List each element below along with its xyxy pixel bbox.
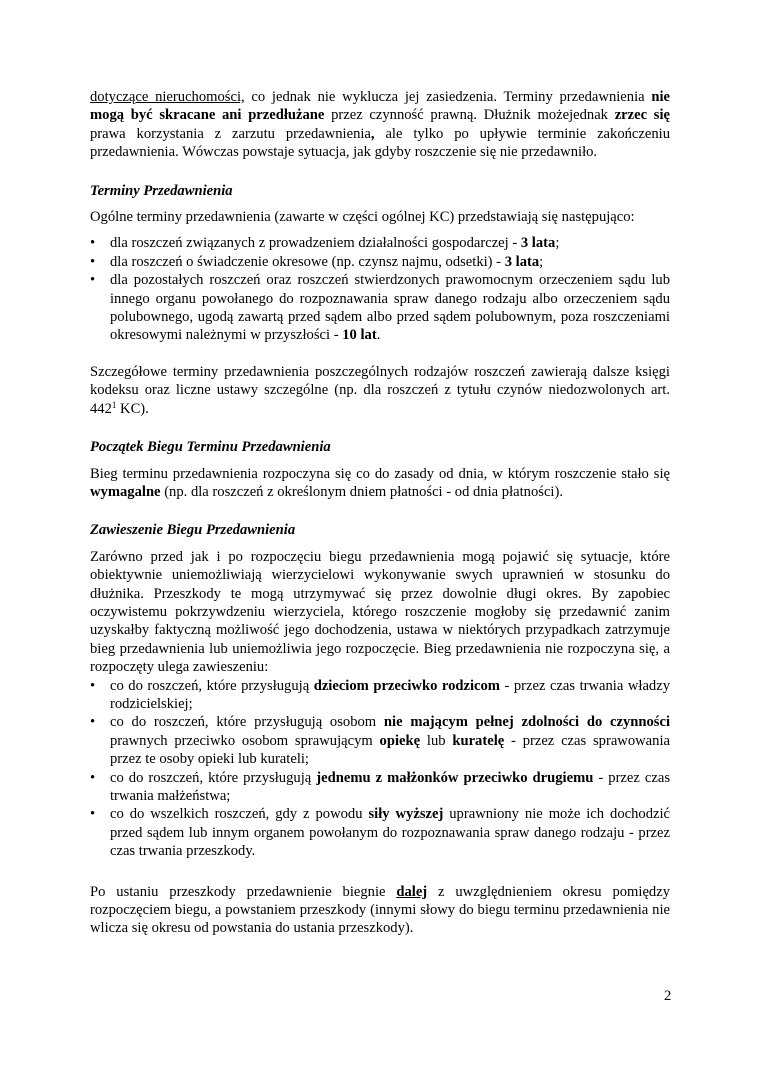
bold-text: wymagalne (90, 483, 161, 500)
text-run: przez czynność prawną. Dłużnik możejednak (324, 107, 615, 124)
paragraph-start (90, 465, 670, 502)
text-run: dla roszczeń o świadczenie okresowe (np. czynsz najmu, odsetki) - (110, 253, 505, 270)
underlined-text: dotyczące nieruchomości, (90, 89, 245, 105)
bold-text: jednemu z małżonków przeciwko drugiemu (316, 769, 594, 786)
text-run: co do roszczeń, które przysługują (110, 769, 317, 786)
text-run: Szczegółowe terminy przedawnienia poszczególnych rodzajów roszczeń zawierają dalsze księgi kodeksu oraz liczne ustawy szczególne (np. dla roszczeń z tytułu czynów niedozwolonych art. 442 (90, 363, 670, 417)
heading-zawieszenie: Zawieszenie Biegu Przedawnienia (90, 522, 296, 539)
heading-poczatek: Początek Biegu Terminu Przedawnienia (90, 439, 331, 456)
document-page (90, 88, 670, 938)
list-item (90, 271, 670, 345)
list-item (90, 677, 670, 714)
bold-underlined-text: dalej (396, 883, 428, 900)
text-run: uprawniony nie może ich dochodzić przed sądem lub innym organem powołanym do rozpoznawania spraw danego rodzaju - przez czas trwania przeszkody. (110, 806, 671, 860)
text-run: ; (555, 235, 560, 252)
list-item (90, 234, 670, 252)
text-run: prawnych przeciwko osobom sprawującym (110, 732, 380, 749)
page-number: 2 (664, 988, 672, 1004)
bold-text: zrzec się (614, 107, 670, 124)
bold-text: nie mającym pełnej zdolności do czynności (383, 714, 670, 731)
bold-text: 10 lat (342, 327, 377, 344)
text-run: - przez czas sprawowania przez te osoby opieki lub kurateli; (110, 732, 670, 768)
text-run: dla pozostałych roszczeń oraz roszczeń stwierdzonych prawomocnym orzeczeniem sądu lub innego organu powołanego do rozpoznawania spraw danego rodzaju albo orzeczeniem sądu polubownego, ugodą zawartą przed sądem albo przed sądem polubownym, poza roszczeniami okresowymi należnymi w przyszłości - (110, 272, 670, 344)
text-run: KC). (116, 400, 149, 417)
bold-text: opiekę (379, 732, 421, 749)
text-run: Bieg terminu przedawnienia rozpoczyna się co do zasady od dnia, w którym roszczenie stało się (90, 465, 670, 482)
bold-text: siły wyższej (368, 806, 444, 823)
text-run: . (376, 327, 381, 344)
bold-text: kuratelę (452, 732, 505, 749)
paragraph-suspension: Zarówno przed jak i po rozpoczęciu biegu przedawnienia mogą pojawić się sytuacje, które obiektywnie uniemożliwiają wierzycielowi wykonywanie swych uprawnień w stosunku do dłużnika. Przeszkody te mogą utrzymywać się przez dowolnie długi okres. By zapobiec oczywistemu pokrzywdzeniu wierzyciela, którego roszczenie mogłoby się przedawnić zanim uzyskałby faktyczną możliwość jego dochodzenia, ustawa w niektórych przypadkach zatrzymuje bieg przedawnienia lub uniemożliwia jego rozpoczęcie. Bieg przedawnienia nie rozpoczyna się, a rozpoczęty ulega zawieszeniu: (90, 548, 670, 676)
suspension-list (90, 677, 670, 861)
text-run: co do roszczeń, które przysługują (110, 677, 314, 694)
text-run: prawa korzystania z zarzutu przedawnienia (90, 125, 371, 142)
heading-terminy: Terminy Przedawnienia (90, 182, 233, 199)
bold-text: dzieciom przeciwko rodzicom (313, 677, 500, 694)
paragraph-general-terms: Ogólne terminy przedawnienia (zawarte w części ogólnej KC) przedstawiają się następująco: (90, 209, 635, 226)
terms-list (90, 234, 670, 344)
list-item (90, 713, 670, 768)
bold-text: 3 lata (504, 253, 540, 270)
text-run: co do wszelkich roszczeń, gdy z powodu (110, 806, 369, 823)
text-run: ; (539, 253, 544, 270)
text-run: (np. dla roszczeń z określonym dniem płatności - od dnia płatności). (160, 483, 563, 500)
list-item (90, 253, 670, 271)
paragraph-detailed-terms (90, 363, 670, 418)
text-run: - przez czas trwania małżeństwa; (110, 769, 670, 804)
text-run: co do roszczeń, które przysługują osobom (110, 714, 384, 731)
bold-text: nie mogą być skracane ani przedłużane (90, 89, 671, 124)
paragraph-intro (90, 88, 670, 162)
text-run: Po ustaniu przeszkody przedawnienie biegnie (90, 883, 397, 900)
text-run: dla roszczeń związanych z prowadzeniem działalności gospodarczej - (110, 235, 521, 252)
bold-text: , (370, 125, 375, 142)
list-item (90, 769, 670, 806)
text-run: lub (420, 732, 453, 749)
text-run: - przez czas trwania władzy rodzicielskiej; (110, 677, 670, 712)
bold-text: 3 lata (520, 235, 556, 252)
list-item (90, 805, 670, 860)
text-run: co jednak nie wyklucza jej zasiedzenia. Terminy przedawnienia (244, 89, 652, 105)
paragraph-after-obstacle (90, 883, 670, 938)
superscript: 1 (111, 399, 117, 410)
text-run: z uwzględnieniem okresu pomiędzy rozpoczęciem biegu, a powstaniem przeszkody (innymi słowy do biegu terminu przedawnienia nie wlicza się okresu od powstania do ustania przeszkody). (90, 883, 670, 937)
text-run: ale tylko po upływie terminie zakończeniu przedawnienia. Wówczas powstaje sytuacja, jak gdyby roszczenie się nie przedawniło. (90, 125, 670, 161)
